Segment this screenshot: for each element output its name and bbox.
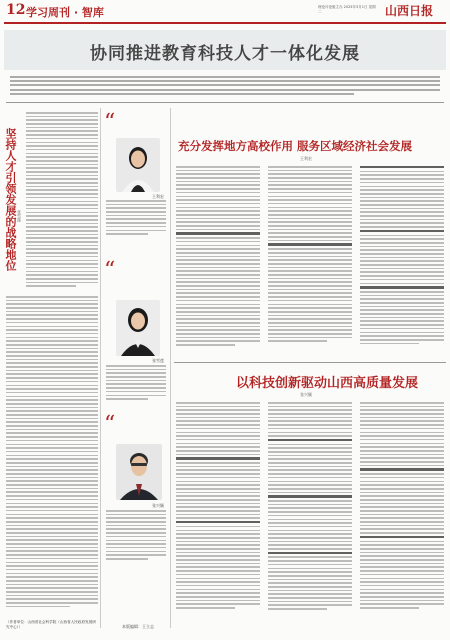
- column-rule: [170, 108, 171, 628]
- quote-text: [106, 200, 166, 237]
- section-name: 学习周刊 · 智库: [26, 6, 104, 19]
- article2-title: 充分发挥地方高校作用 服务区域经济社会发展: [178, 139, 413, 153]
- article2-col2: [268, 166, 352, 344]
- article1-author: 张雪莲: [17, 210, 22, 222]
- article2-col3: [360, 166, 444, 346]
- page-header: [0, 0, 450, 26]
- quote-text: [106, 365, 166, 402]
- quote-mark: “: [104, 412, 116, 437]
- portrait-photo: [116, 300, 160, 356]
- date-line: 理论评论版主办 2025年3月1日 星期二: [318, 5, 376, 14]
- portrait-name: 张兴颖: [152, 503, 164, 508]
- portrait-image: [116, 138, 160, 192]
- column-rule: [100, 108, 101, 628]
- article3-title: 以科技创新驱动山西高质量发展: [236, 376, 419, 391]
- portrait-image: [116, 444, 162, 500]
- quote-mark: “: [104, 110, 116, 135]
- article1-title: 坚持人才引领发展的战略地位: [4, 128, 17, 271]
- quote-text: [106, 510, 166, 562]
- main-title: 协同推进教育科技人才一体化发展: [90, 44, 360, 64]
- portrait-name: 张雪莲: [152, 358, 164, 363]
- editor-credit: 本版编辑：王立志: [122, 624, 154, 629]
- article2-col1: [176, 166, 260, 348]
- section-divider: [174, 362, 446, 363]
- article3-col1: [176, 402, 260, 611]
- header-rule: [4, 22, 446, 24]
- article3-col3: [360, 402, 444, 611]
- article3-col2: [268, 402, 352, 612]
- article1-intro: [26, 112, 98, 289]
- article1-body: [6, 296, 98, 609]
- article2-author: 王利宏: [300, 156, 312, 161]
- quote-mark: “: [104, 258, 116, 283]
- portrait-photo: [116, 444, 162, 500]
- portrait-photo: [116, 138, 160, 192]
- article1-footnote: （作者单位：山西省社会科学院（山西省人民政府发展研究中心））: [6, 620, 96, 629]
- portrait-name: 王利宏: [152, 194, 164, 199]
- article3-author: 张兴颖: [300, 392, 312, 397]
- divider: [6, 102, 444, 103]
- editor-note: [10, 76, 440, 96]
- portrait-image: [116, 300, 160, 356]
- newspaper-logo: 山西日报: [385, 4, 434, 18]
- page-number: 12: [6, 2, 26, 18]
